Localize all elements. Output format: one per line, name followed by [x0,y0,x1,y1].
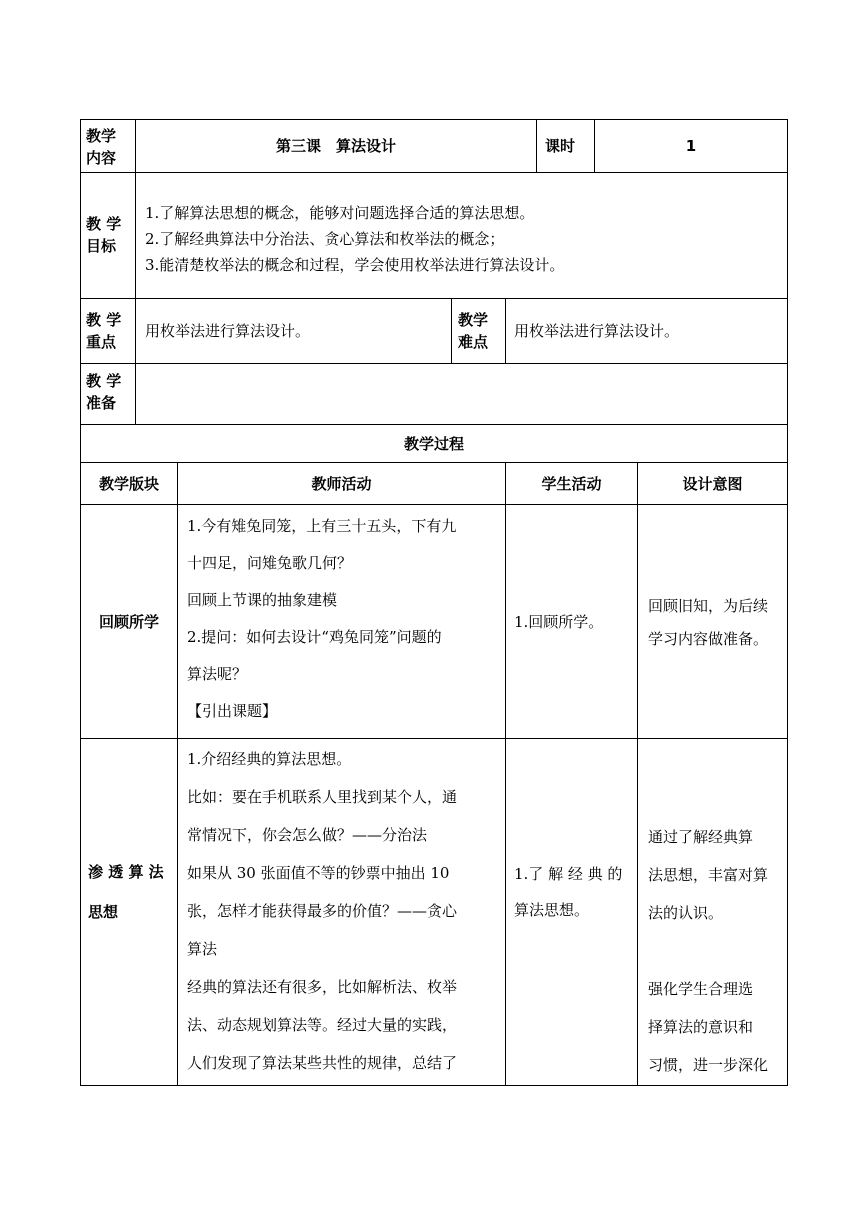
period-label-text: 课时 [545,137,576,155]
key-points-content: 用枚举法进行算法设计。 [145,322,311,340]
objective-item: 3.能清楚枚举法的概念和过程，学会使用枚举法进行算法设计。 [145,256,565,274]
process-title [81,425,787,462]
objective-item: 1.了解算法思想的概念，能够对问题选择合适的算法思想。 [145,204,535,222]
teacher-activity-line: 十四足，问雉兔歌几何？ [187,554,353,572]
student-activity-line: 1.回顾所学。 [514,612,604,631]
design-intent-line: 法的认识。 [648,904,724,922]
row-block-text: 回顾所学 [98,612,159,631]
teacher-activity-line: 算法呢？ [187,665,248,683]
column-header-text: 教学版块 [98,474,159,493]
row-block-review [81,505,177,738]
teacher-activity-line: 人们发现了算法某些共性的规律，总结了 [187,1054,458,1072]
teacher-activity-line: 张，怎样才能获得最多的价值？——贪心 [187,902,458,920]
objectives-label [86,213,134,259]
objectives-list [145,200,785,280]
column-header-block [81,463,177,504]
period-label [545,120,593,172]
design-intent-algorithm [648,818,786,1083]
process-title-text: 教学过程 [403,434,464,453]
grid-line [80,172,788,173]
column-header-text: 设计意图 [682,474,743,493]
grid-line [637,462,638,1085]
difficult-points-label [458,309,504,355]
key-points-label [86,309,134,355]
teacher-activity-line: 【引出课题】 [187,702,278,720]
lesson-title-text: 第三课 算法设计 [275,137,396,155]
grid-line [177,462,178,1085]
teacher-activity-line: 回顾上节课的抽象建模 [187,591,338,609]
key-points-label-line: 重点 [86,333,117,351]
teacher-activity-line: 1.介绍经典的算法思想。 [187,750,352,768]
lesson-title [136,120,536,172]
teacher-activity-review [187,508,502,736]
grid-line [536,119,537,172]
content-label [86,125,134,169]
row-block-text: 思想 [88,903,119,921]
teacher-activity-line: 算法 [187,940,218,958]
teacher-activity-line: 如果从 30 张面值不等的钞票中抽出 10 [187,864,450,882]
preparation-label-line: 教 学 [86,372,122,390]
column-header-text: 教师活动 [311,474,372,493]
design-intent-review [648,590,786,670]
teacher-activity-line: 1.今有雉兔同笼，上有三十五头，下有九 [187,517,457,535]
period-value-text: 1 [685,137,697,155]
design-intent-line: 择算法的意识和 [648,1018,754,1036]
objective-item: 2.了解经典算法中分治法、贪心算法和枚举法的概念； [145,230,505,248]
key-points-text [145,299,445,363]
row-block-text: 渗 透 算 法 [88,863,164,881]
design-intent-line: 强化学生合理选 [648,980,754,998]
row-block-algorithm [88,852,176,932]
grid-line [505,298,506,363]
design-intent-line: 学习内容做准备。 [648,630,769,648]
teacher-activity-line: 2.提问：如何去设计“鸡兔同笼”问题的 [187,628,442,646]
teacher-activity-algorithm [187,740,502,1084]
key-points-label-line: 教 学 [86,311,122,329]
student-activity-algorithm [514,856,636,936]
grid-line [787,119,788,1086]
difficult-points-text [514,299,784,363]
column-header-intent [638,463,787,504]
grid-line [505,462,506,1085]
design-intent-line [648,932,786,970]
grid-line [80,363,788,364]
content-label-line: 教学 [86,127,117,145]
design-intent-line: 法思想，丰富对算 [648,866,769,884]
preparation-label [86,370,134,416]
student-activity-review [514,505,636,738]
column-header-teacher [178,463,505,504]
grid-line [451,298,452,363]
objectives-label-line: 教 学 [86,215,122,233]
preparation-text [145,370,785,416]
objectives-label-line: 目标 [86,237,117,255]
student-activity-line: 1.了 解 经 典 的 [514,865,623,883]
grid-line [80,504,788,505]
difficult-points-label-line: 教学 [458,311,489,329]
teacher-activity-line: 常情况下，你会怎么做？——分治法 [187,826,428,844]
teacher-activity-line: 比如：要在手机联系人里找到某个人，通 [187,788,458,806]
grid-line [80,1085,788,1086]
grid-line [80,738,788,739]
difficult-points-content: 用枚举法进行算法设计。 [514,322,680,340]
design-intent-line: 回顾旧知，为后续 [648,597,769,615]
difficult-points-label-line: 难点 [458,333,489,351]
column-header-student [506,463,637,504]
column-header-text: 学生活动 [541,474,602,493]
teacher-activity-line: 法、动态规划算法等。经过大量的实践， [187,1016,458,1034]
period-value [595,120,787,172]
design-intent-line: 习惯，进一步深化 [648,1056,769,1074]
design-intent-line: 通过了解经典算 [648,828,754,846]
student-activity-line: 算法思想。 [514,901,590,919]
content-label-line: 内容 [86,149,117,167]
teacher-activity-line: 经典的算法还有很多，比如解析法、枚举 [187,978,458,996]
preparation-label-line: 准备 [86,394,117,412]
